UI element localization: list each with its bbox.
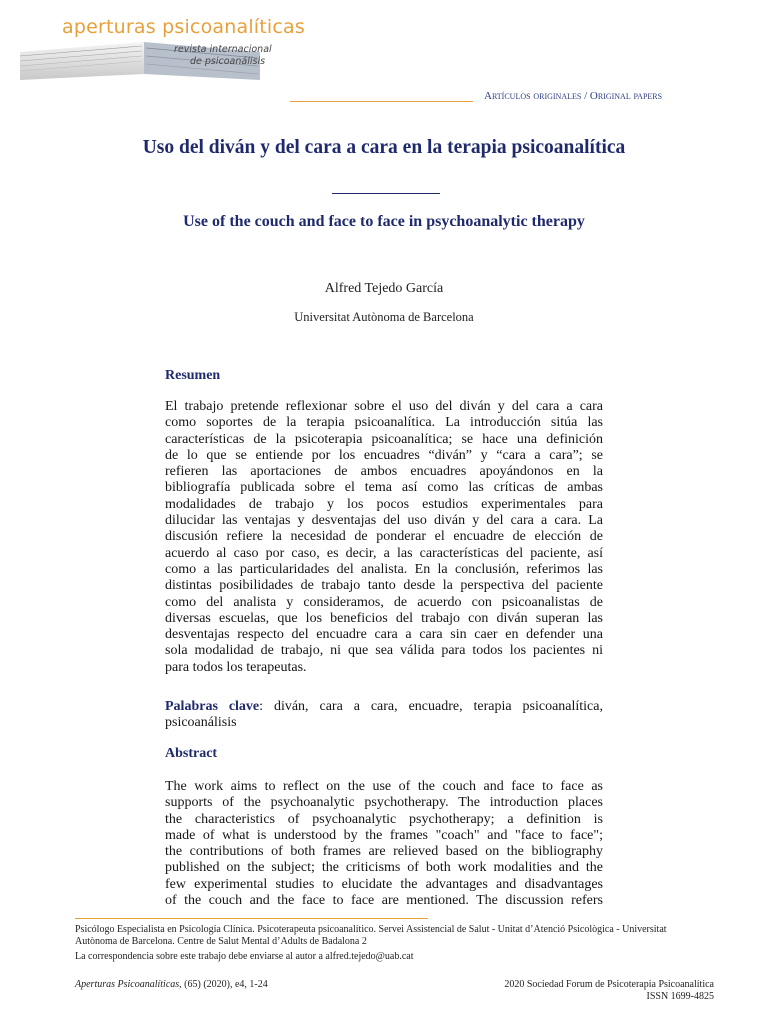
- copyright-notice: 2020 Sociedad Forum de Psicoterapia Psicoanalítica: [504, 979, 714, 990]
- article-title-es: Uso del diván y del cara a cara en la terapia psicoanalítica: [142, 137, 626, 158]
- title-divider: [332, 193, 440, 194]
- keywords: [165, 699, 603, 732]
- journal-citation: [75, 979, 268, 990]
- footnote-line: Psicólogo Especialista en Psicología Clínica. Psicoterapeuta psicoanalítico. Servei Assistencial de Salut - Unitat d’Atenció Psicològica - Universitat: [75, 924, 667, 935]
- text-line: supports of the psychoanalytic psychotherapy. The introduction places: [165, 795, 603, 811]
- text-line: desventajas respecto del encuadre cara a cara sin caer en defender una: [165, 627, 603, 643]
- journal-name: aperturas psicoanalíticas: [62, 16, 306, 38]
- text-line: discusión refiere la necesidad de ponderar el encuadre de elección de: [165, 529, 603, 545]
- text-line: dilucidar las ventajas y desventajas del uso diván y del cara a cara. La: [165, 513, 603, 529]
- correspondence-note: La correspondencia sobre este trabajo debe enviarse al autor a alfred.tejedo@uab.cat: [75, 951, 414, 962]
- journal-subtitle: de psicoanálisis: [190, 56, 266, 67]
- author-affiliation: Universitat Autònoma de Barcelona: [294, 310, 474, 324]
- text-line: made of what is understood by the frames "coach" and "face to face";: [165, 827, 603, 843]
- text-line: The work aims to reflect on the use of the couch and face to face as: [165, 779, 603, 794]
- issn: ISSN 1699-4825: [646, 991, 714, 1002]
- text-line: características de la psicoterapia psicoanalítica; se hace una definición: [165, 431, 603, 447]
- text-line: refieren las aportaciones de ambos encuadres apoyándonos en la: [165, 464, 603, 480]
- journal-subtitle: revista internacional: [174, 44, 272, 55]
- text-line: of the couch and the face to face are mentioned. The discussion refers: [165, 893, 603, 909]
- text-line: distintas posibilidades de trabajo tanto desde la perspectiva del paciente: [165, 578, 603, 594]
- footnote-line: Autònoma de Barcelona. Centre de Salut Mental d’Adults de Badalona 2: [75, 935, 367, 947]
- author-footnote: [75, 924, 695, 947]
- text-line: the contributions of both frames are relieved based on the bibliography: [165, 844, 603, 860]
- text-line: de lo que se entiende por los encuadres “diván” y “cara a cara”; se: [165, 447, 603, 463]
- text-line: como soportes de la terapia psicoanalítica. La introducción sitúa las: [165, 415, 603, 431]
- author-name: Alfred Tejedo García: [324, 281, 444, 296]
- abstract-paragraph: [165, 779, 603, 909]
- text-line: acuerdo al caso por caso, es decir, a las características del paciente, así: [165, 545, 603, 561]
- keywords-list: : diván, cara a cara, encuadre, terapia psicoanalítica,: [259, 699, 603, 714]
- text-line: El trabajo pretende reflexionar sobre el uso del diván y del cara a cara: [165, 399, 603, 414]
- journal-issue: , (65) (2020), e4, 1-24: [179, 979, 268, 990]
- text-line: published on the subject; the criticisms of both work modalities and the: [165, 860, 603, 876]
- resumen-paragraph: [165, 399, 603, 676]
- abstract-heading: Abstract: [165, 746, 218, 761]
- text-line: como a las particularidades del analista. En la conclusión, referimos las: [165, 561, 603, 577]
- keywords-label: Palabras clave: [165, 699, 260, 714]
- article-title-en: Use of the couch and face to face in psychoanalytic therapy: [183, 213, 585, 230]
- section-label: Artículos originales / Original papers: [484, 90, 663, 102]
- text-line: bibliografía publicada sobre el tema así como las críticas de ambas: [165, 480, 603, 496]
- journal-title: Aperturas Psicoanalíticas: [75, 979, 180, 990]
- footnote-divider: [75, 918, 428, 919]
- text-line: sola modalidad de trabajo, ni que sea válida para todos los pacientes ni: [165, 643, 603, 659]
- resumen-heading: Resumen: [165, 368, 221, 383]
- text-line: como del analista y consideramos, de acuerdo con psicoanalistas de: [165, 594, 603, 610]
- text-line: diversas escuelas, que los beneficios del trabajo con diván superan las: [165, 610, 603, 626]
- text-line: para todos los terapeutas.: [165, 659, 307, 675]
- journal-logo: [16, 8, 306, 84]
- text-line: few experimental studies to elucidate the advantages and disadvantages: [165, 876, 603, 892]
- section-divider: [290, 101, 473, 102]
- text-line: the characteristics of psychoanalytic psychotherapy; a definition is: [165, 811, 603, 827]
- keywords-list: psicoanálisis: [165, 715, 237, 731]
- text-line: modalidades de trabajo y los pocos estudios experimentales para: [165, 496, 603, 512]
